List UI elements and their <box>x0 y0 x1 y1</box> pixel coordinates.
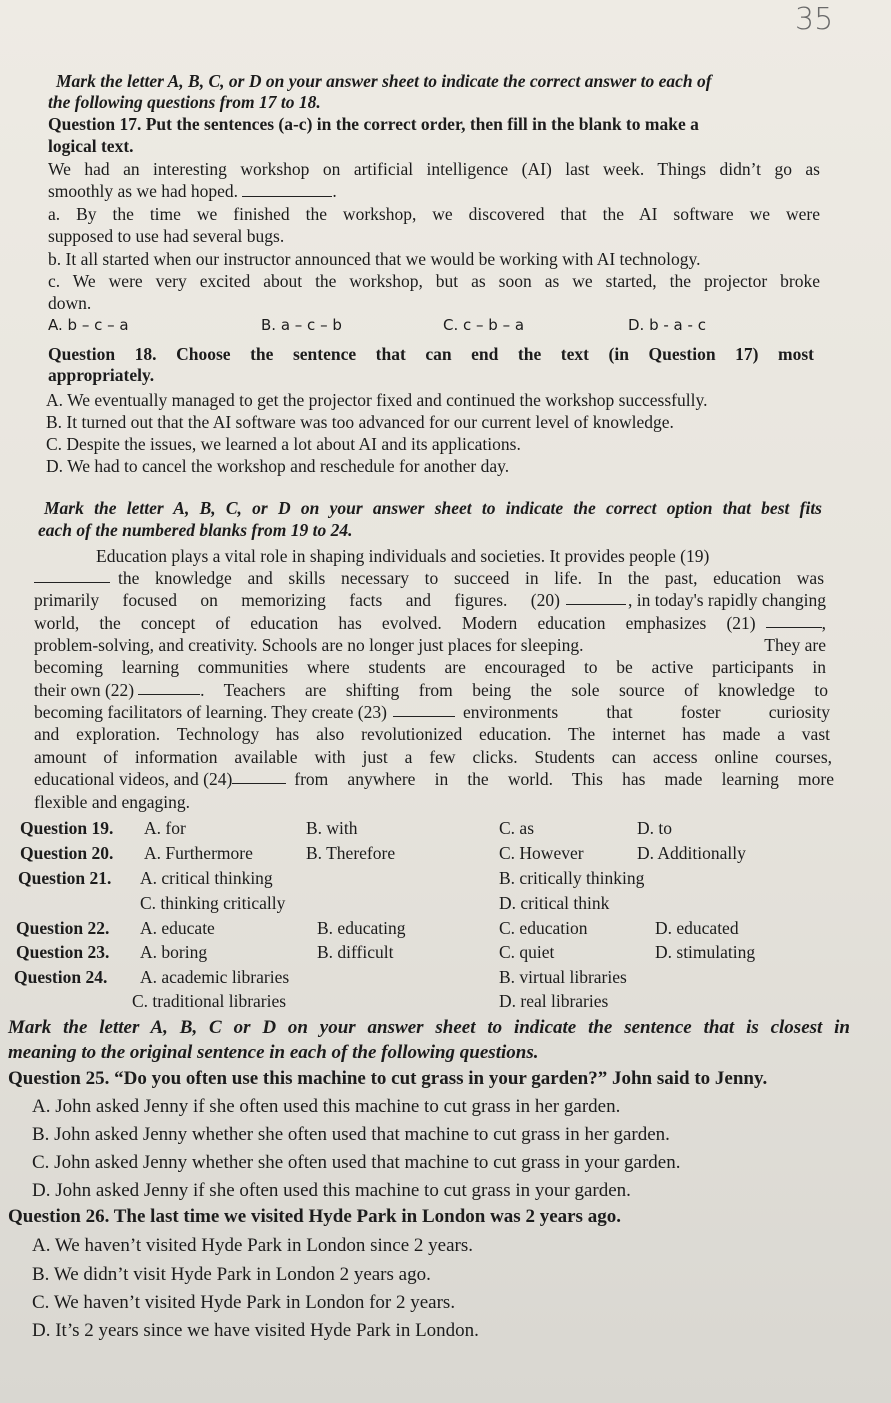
q20-option-d[interactable]: D. Additionally <box>637 843 746 863</box>
q21-option-d[interactable]: D. critical think <box>499 893 610 913</box>
q18-option-c[interactable]: C. Despite the issues, we learned a lot about AI and its applications. <box>46 434 521 454</box>
q26-option-a[interactable]: A. We haven’t visited Hyde Park in London since 2 years. <box>32 1235 474 1256</box>
q21-option-b[interactable]: B. critically thinking <box>499 868 645 888</box>
passage-line-1: Education plays a vital role in shaping individuals and societies. It provides people (19) <box>96 546 710 566</box>
q17-option-d[interactable]: D. b - a - c <box>628 316 706 334</box>
blank-24[interactable] <box>232 768 286 784</box>
q25-option-a[interactable]: A. John asked Jenny if she often used this machine to cut grass in her garden. <box>32 1096 621 1117</box>
q17-option-c[interactable]: C. c – b – a <box>443 316 525 334</box>
passage-line-5: problem-solving, and creativity. Schools are no longer just places for sleeping. They are <box>34 635 826 655</box>
blank-21[interactable] <box>766 612 822 628</box>
passage-line-11: educational videos, and (24) from anywhere in the world. This has made learning more <box>34 769 834 789</box>
section3-instruction: Mark the letter A, B, C or D on your answer sheet to indicate the sentence that is closest in <box>8 1017 850 1038</box>
section3-instruction-2: meaning to the original sentence in each of the following questions. <box>8 1042 539 1063</box>
q22-label: Question 22. <box>16 918 110 938</box>
q19-label: Question 19. <box>20 818 114 838</box>
q19-option-c[interactable]: C. as <box>499 818 534 838</box>
section2-instruction: Mark the letter A, B, C, or D on your answer sheet to indicate the correct option that best fits <box>44 498 822 518</box>
q24-label: Question 24. <box>14 967 108 987</box>
q18-option-d[interactable]: D. We had to cancel the workshop and reschedule for another day. <box>46 456 510 476</box>
q26-option-b[interactable]: B. We didn’t visit Hyde Park in London 2 years ago. <box>32 1264 431 1285</box>
q17-option-a[interactable]: A. b – c – a <box>48 316 129 334</box>
page-number: 35 <box>795 2 834 37</box>
q23-option-b[interactable]: B. difficult <box>317 942 394 962</box>
sentence-c: c. We were very excited about the workshop, but as soon as we started, the projector broke <box>48 271 820 291</box>
q25-title: Question 25. “Do you often use this machine to cut grass in your garden?” John said to Jenny. <box>8 1068 768 1089</box>
q22-option-a[interactable]: A. educate <box>140 918 215 938</box>
q22-option-b[interactable]: B. educating <box>317 918 406 938</box>
q20-label: Question 20. <box>20 843 114 863</box>
q24-option-b[interactable]: B. virtual libraries <box>499 967 627 987</box>
blank-20[interactable] <box>566 589 626 605</box>
q19-option-b[interactable]: B. with <box>306 818 358 838</box>
blank-23[interactable] <box>393 701 455 717</box>
q25-option-d[interactable]: D. John asked Jenny if she often used this machine to cut grass in your garden. <box>32 1180 631 1201</box>
passage-line-9: and exploration. Technology has also revolutionized education. The internet has made a vast <box>34 724 830 744</box>
passage-line-8: becoming facilitators of learning. They create (23) environments that foster curiosity <box>34 702 830 722</box>
section1-instruction: Mark the letter A, B, C, or D on your answer sheet to indicate the correct answer to each of <box>56 71 712 91</box>
q26-title: Question 26. The last time we visited Hyde Park in London was 2 years ago. <box>8 1206 621 1227</box>
q25-option-b[interactable]: B. John asked Jenny whether she often used that machine to cut grass in her garden. <box>32 1124 670 1145</box>
section2-instruction-2: each of the numbered blanks from 19 to 24. <box>38 520 353 540</box>
blank-22[interactable] <box>138 679 200 695</box>
passage-line-7: their own (22) . Teachers are shifting from being the sole source of knowledge to <box>34 680 828 700</box>
q17-passage-2: smoothly as we had hoped. . <box>48 181 337 201</box>
q23-option-a[interactable]: A. boring <box>140 942 208 962</box>
q24-option-d[interactable]: D. real libraries <box>499 991 609 1011</box>
q21-option-a[interactable]: A. critical thinking <box>140 868 273 888</box>
passage-line-6: becoming learning communities where students are encouraged to be active participants in <box>34 657 826 677</box>
q22-option-c[interactable]: C. education <box>499 918 588 938</box>
q19-option-a[interactable]: A. for <box>144 818 186 838</box>
passage-line-3: primarily focused on memorizing facts and figures. (20) , in today's rapidly changing <box>34 590 826 610</box>
sentence-a-2: supposed to use had several bugs. <box>48 226 285 246</box>
passage-line-2: the knowledge and skills necessary to succeed in life. In the past, education was <box>34 567 824 589</box>
q20-option-b[interactable]: B. Therefore <box>306 843 396 863</box>
q17-passage-1: We had an interesting workshop on artificial intelligence (AI) last week. Things didn’t go as <box>48 159 820 179</box>
q23-label: Question 23. <box>16 942 110 962</box>
passage-line-10: amount of information available with just a few clicks. Students can access online courses, <box>34 747 832 767</box>
q17-title: Question 17. Put the sentences (a-c) in the correct order, then fill in the blank to make a <box>48 114 699 134</box>
q19-option-d[interactable]: D. to <box>637 818 672 838</box>
q25-option-c[interactable]: C. John asked Jenny whether she often used that machine to cut grass in your garden. <box>32 1152 681 1173</box>
q23-option-d[interactable]: D. stimulating <box>655 942 756 962</box>
q21-option-c[interactable]: C. thinking critically <box>140 893 286 913</box>
section1-instruction-2: the following questions from 17 to 18. <box>48 92 321 112</box>
q17-option-b[interactable]: B. a – c – b <box>261 316 342 334</box>
blank-19[interactable] <box>34 567 110 583</box>
q18-title: Question 18. Choose the sentence that can end the text (in Question 17) most <box>48 344 814 364</box>
passage-line-12: flexible and engaging. <box>34 792 190 812</box>
q20-option-a[interactable]: A. Furthermore <box>144 843 253 863</box>
passage-line-4: world, the concept of education has evolved. Modern education emphasizes (21) , <box>34 613 826 633</box>
q24-option-c[interactable]: C. traditional libraries <box>132 991 287 1011</box>
q26-option-c[interactable]: C. We haven’t visited Hyde Park in London for 2 years. <box>32 1292 456 1313</box>
sentence-b: b. It all started when our instructor announced that we would be working with AI technology. <box>48 249 701 269</box>
q18-option-a[interactable]: A. We eventually managed to get the projector fixed and continued the workshop successfully. <box>46 390 708 410</box>
q20-option-c[interactable]: C. However <box>499 843 584 863</box>
q17-blank[interactable] <box>242 181 332 197</box>
q24-option-a[interactable]: A. academic libraries <box>140 967 290 987</box>
sentence-c-2: down. <box>48 293 92 313</box>
q18-option-b[interactable]: B. It turned out that the AI software was too advanced for our current level of knowledge. <box>46 412 674 432</box>
q17-title-2: logical text. <box>48 136 134 156</box>
q18-title-2: appropriately. <box>48 365 155 385</box>
sentence-a: a. By the time we finished the workshop, we discovered that the AI software we were <box>48 204 820 224</box>
q23-option-c[interactable]: C. quiet <box>499 942 555 962</box>
q21-label: Question 21. <box>18 868 112 888</box>
q22-option-d[interactable]: D. educated <box>655 918 739 938</box>
q26-option-d[interactable]: D. It’s 2 years since we have visited Hyde Park in London. <box>32 1320 479 1341</box>
